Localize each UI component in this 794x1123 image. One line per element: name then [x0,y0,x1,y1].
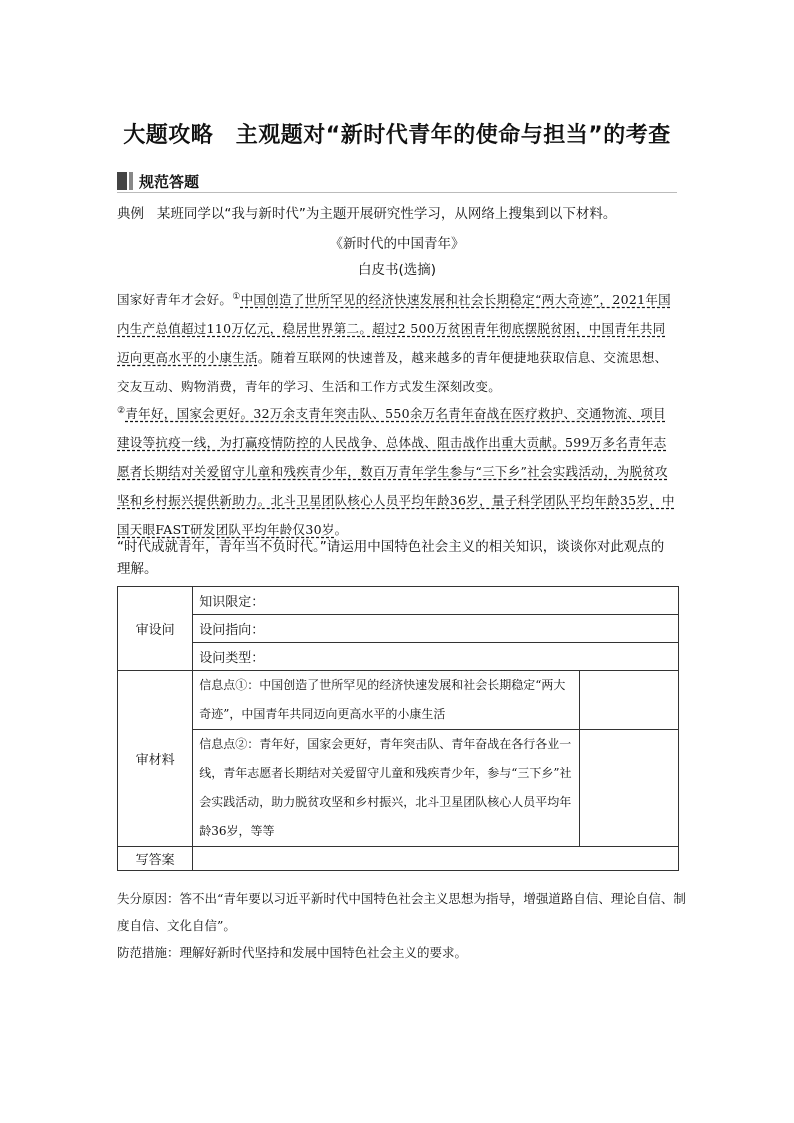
material-p2-underlined: 青年好，国家会更好。32万余支青年突击队、550余万名青年奋战在医疗救护、交通物流、项目建设等抗疫一线，为打赢疫情防控的人民战争、总体战、阻击战作出重大贡献。599万多名青年志愿者长期结对关爱留守儿童和残疾青少年，数百万青年学生参与“三下乡”社会实践活动，为脱贫攻坚和乡村振兴提供新助力。北斗卫星团队核心人员平均年龄36岁，量子科学团队平均年龄35岁，中国天眼FAST研发团队平均年龄仅30岁 [117,406,675,538]
material-p1-lead: 国家好青年才会好。 [117,292,233,308]
section-header [117,170,199,192]
material-paragraph-1 [117,283,677,401]
info-point-1-answer [579,671,678,730]
page-title: 大题攻略 主观题对“新时代青年的使命与担当”的考查 [123,123,671,148]
info-point-2-answer [579,730,678,847]
question-type: 设问类型： [193,643,679,671]
row-label-material: 审材料 [118,671,193,847]
knowledge-limit: 知识限定： [193,587,679,615]
info-marker-1: ① [232,292,241,302]
material-p1-underlined: 中国创造了世所罕见的经济快速发展和社会长期稳定“两大奇迹”，2021年国内生产总值超过110万亿元，稳居世界第二。超过2 500万贫困青年彻底摆脱贫困，中国青年共同迈向更高水平的小康生活 [117,292,671,366]
row-label-question: 审设问 [118,587,193,671]
analysis-table [117,586,679,871]
question-direction: 设问指向： [193,615,679,643]
info-marker-2: ② [117,406,126,416]
answer-cell [193,847,679,871]
material-paragraph-2 [117,397,677,544]
info-point-2: 信息点②：青年好，国家会更好，青年突击队、青年奋战在各行各业一线，青年志愿者长期结对关爱留守儿童和残疾青少年，参与“三下乡”社会实践活动，助力脱贫攻坚和乡村振兴，北斗卫星团队核心人员平均年龄36岁，等等 [193,730,579,847]
info-point-1: 信息点①：中国创造了世所罕见的经济快速发展和社会长期稳定“两大奇迹”，中国青年共同迈向更高水平的小康生活 [193,671,579,730]
question-text: “时代成就青年，青年当不负时代。”请运用中国特色社会主义的相关知识，谈谈你对此观点的理解。 [117,539,665,577]
material-p2-end: 。 [334,522,348,538]
section-marker-icon [117,172,127,190]
book-subtitle: 白皮书(选摘) [357,262,437,278]
example-text: 某班同学以“我与新时代”为主题开展研究性学习，从网络上搜集到以下材料。 [156,206,617,222]
loss-reason: 失分原因：答不出“青年要以习近平新时代中国特色社会主义思想为指导，增强道路自信、理论自信、制度自信、文化自信”。 [117,891,686,933]
section-divider [117,192,677,193]
book-title: 《新时代的中国青年》 [329,236,465,252]
example-intro [117,203,677,225]
section-marker-bar-icon [129,172,133,190]
section-label: 规范答题 [139,172,200,191]
row-label-answer: 写答案 [118,847,193,871]
prevention: 防范措施：理解好新时代坚持和发展中国特色社会主义的要求。 [117,945,468,960]
example-label: 典例 [117,206,144,222]
material-p1-rest: 。随着互联网的快速普及，越来越多的青年便捷地获取信息、交流思想、交友互动、购物消费，青年的学习、生活和工作方式发生深刻改变。 [117,350,668,395]
